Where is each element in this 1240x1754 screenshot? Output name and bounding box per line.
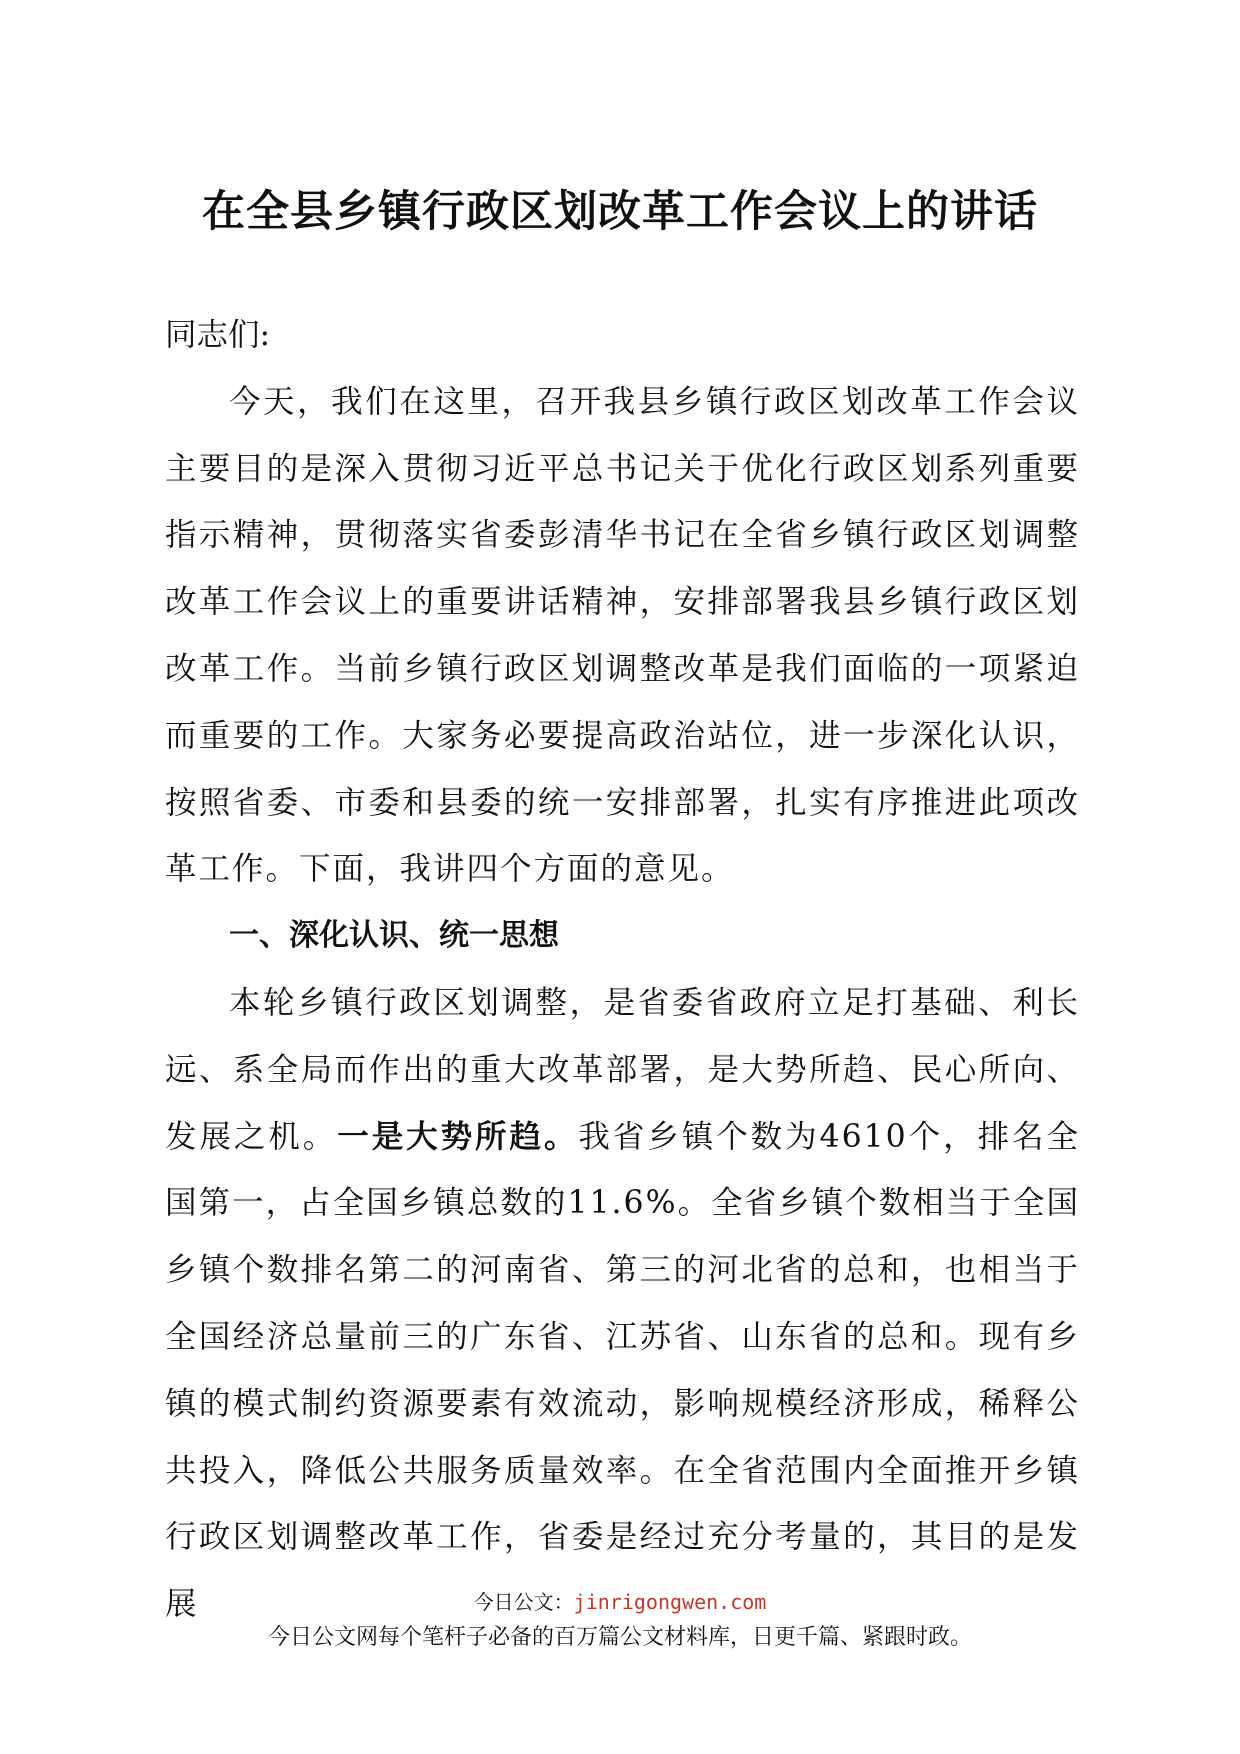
section-1-paragraph-lead: 本轮乡镇行政区划调整，是省委省政府立足打基础、利长远、系全局而作出的重大改革部署，是大势所趋、民心所向、发展之机。: [165, 984, 1080, 1155]
footer-site-url[interactable]: jinrigongwen.com: [573, 1590, 767, 1614]
document-title: 在全县乡镇行政区划改革工作会议上的讲话: [202, 187, 1038, 237]
footer-tagline: 今日公文网每个笔杆子必备的百万篇公文材料库，日更千篇、紧跟时政。: [267, 1625, 972, 1650]
section-1-paragraph-rest: 我省乡镇个数为4610个，排名全国第一，占全国乡镇总数的11.6%。全省乡镇个数相当于全国乡镇个数排名第二的河南省、第三的河北省的总和，也相当于全国经济总量前三的广东省、江苏省、山东省的总和。现有乡镇的模式制约资源要素有效流动，影响规模经济形成，稀释公共投入，降低公共服务质量效率。在全省范围内全面推开乡镇行政区划调整改革工作，省委是经过充分考量的，其目的是发展: [165, 1118, 1080, 1623]
section-1-paragraph: [165, 970, 1080, 1638]
footer-site-label: 今日公文：: [473, 1590, 574, 1614]
section-heading-1: 一、深化认识、统一思想: [229, 918, 559, 954]
footer-site-line: [0, 1586, 1240, 1615]
intro-paragraph: 今天，我们在这里，召开我县乡镇行政区划改革工作会议主要目的是深入贯彻习近平总书记关于优化行政区划系列重要指示精神，贯彻落实省委彭清华书记在全省乡镇行政区划调整改革工作会议上的重要讲话精神，安排部署我县乡镇行政区划改革工作。当前乡镇行政区划调整改革是我们面临的一项紧迫而重要的工作。大家务必要提高政治站位，进一步深化认识，按照省委、市委和县委的统一安排部署，扎实有序推进此项改革工作。下面，我讲四个方面的意见。: [165, 383, 1080, 888]
document-body: [165, 302, 1080, 1638]
section-1-emphasis: 一是大势所趋。: [337, 1118, 579, 1155]
salutation: 同志们:: [165, 317, 271, 353]
